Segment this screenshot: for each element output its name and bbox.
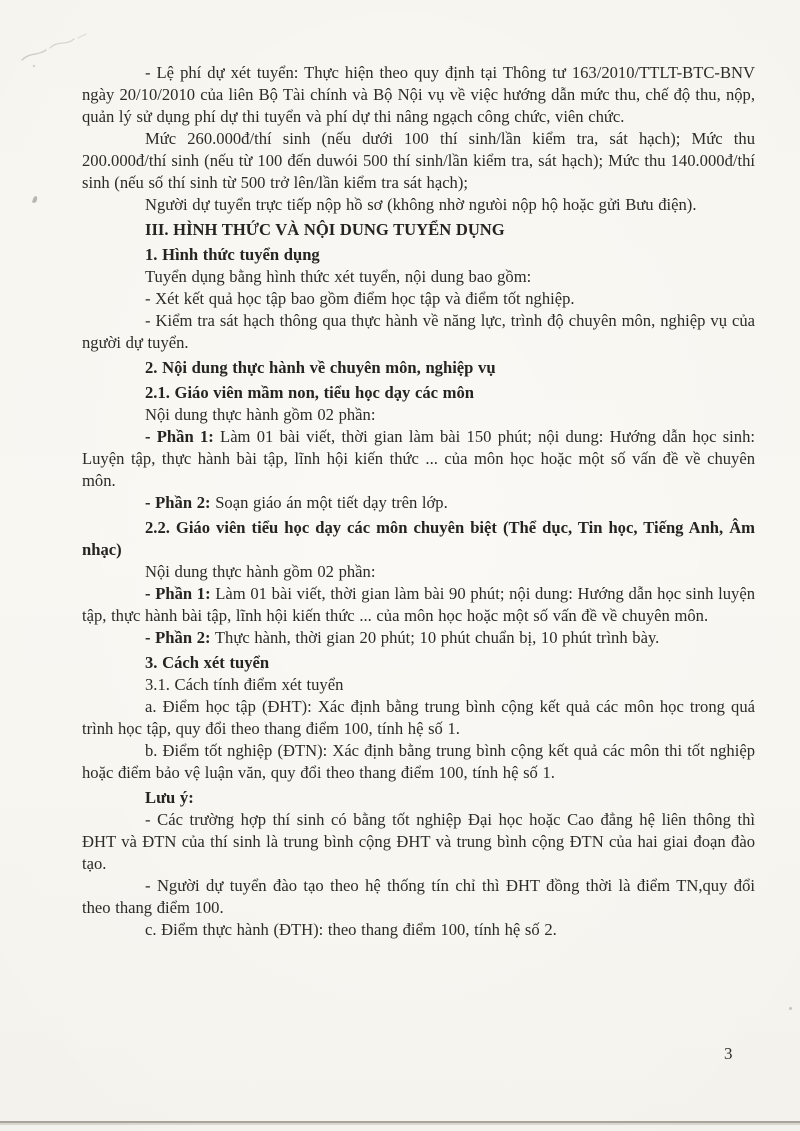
paragraph: - Phần 1: Làm 01 bài viết, thời gian làm bài 150 phút; nội dung: Hướng dẫn học sinh: Luyện tập, thực hành bài tập, lĩnh hội kiến thức ... của môn học hoặc một số vấn đề về chuyên môn. — [82, 427, 755, 490]
section-heading: 2.2. Giáo viên tiểu học dạy các môn chuyên biệt (Thể dục, Tin học, Tiếng Anh, Âm nhạc) — [82, 518, 755, 559]
paragraph: c. Điểm thực hành (ĐTH): theo thang điểm 100, tính hệ số 2. — [145, 920, 557, 939]
paragraph: - Các trường hợp thí sinh có bằng tốt nghiệp Đại học hoặc Cao đẳng hệ liên thông thì ĐHT và ĐTN của thí sinh là trung bình cộng ĐHT và trung bình cộng ĐTN của hai giai đoạn đào tạo. — [82, 810, 755, 873]
bold-lead: - Phần 2: — [145, 493, 211, 512]
paragraph: Nội dung thực hành gồm 02 phần: — [145, 562, 376, 581]
ink-speck — [789, 1007, 792, 1010]
paragraph: Nội dung thực hành gồm 02 phần: — [145, 405, 376, 424]
document-body — [82, 62, 755, 941]
paragraph: - Lệ phí dự xét tuyển: Thực hiện theo quy định tại Thông tư 163/2010/TTLT-BTC-BNV ngày 20/10/2010 của liên Bộ Tài chính và Bộ Nội vụ về việc hướng dẫn mức thu, chế độ thu, nộp, quản lý sử dụng phí dự thi tuyển và phí dự thi nâng ngạch công chức, viên chức. — [82, 63, 755, 126]
paragraph: - Xét kết quả học tập bao gồm điểm học tập và điểm tốt nghiệp. — [145, 289, 575, 308]
paragraph: - Phần 1: Làm 01 bài viết, thời gian làm bài 90 phút; nội dung: Hướng dẫn học sinh luyện tập, thực hành bài tập, lĩnh hội kiến thức ... của môn học hoặc một số vấn đề về chuyên môn. — [82, 584, 755, 625]
paragraph: Người dự tuyển trực tiếp nộp hồ sơ (không nhờ ngưòi nộp hộ hoặc gửi Bưu điện). — [145, 195, 697, 214]
bold-lead: - Phần 1: — [145, 584, 211, 603]
page-number: 3 — [724, 1044, 733, 1063]
paragraph: a. Điểm học tập (ĐHT): Xác định bằng trung bình cộng kết quả các môn học trong quá trình học tập, quy đổi theo thang điểm 100, tính hệ số 1. — [82, 697, 755, 738]
ink-speck — [32, 196, 38, 204]
section-heading: Lưu ý: — [145, 788, 194, 807]
paragraph: Mức 260.000đ/thí sinh (nếu dưới 100 thí sinh/lần kiểm tra, sát hạch); Mức thu 200.000đ/thí sinh (nếu từ 100 đến duwói 500 thí sinh/lần kiểm tra, sát hạch); Mức thu 140.000đ/thí sinh (nếu số thí sinh từ 500 trở lên/lần kiểm tra sát hạch); — [82, 129, 755, 192]
section-heading: 2. Nội dung thực hành về chuyên môn, nghiệp vụ — [145, 358, 496, 377]
bold-lead: - Phần 2: — [145, 628, 211, 647]
paragraph: - Phần 2: Thực hành, thời gian 20 phút; 10 phút chuẩn bị, 10 phút trình bày. — [145, 628, 660, 647]
paragraph: - Người dự tuyển đào tạo theo hệ thống tín chỉ thì ĐHT đồng thời là điểm TN,quy đổi theo thang điểm 100. — [82, 876, 755, 917]
paragraph: - Kiểm tra sát hạch thông qua thực hành về năng lực, trình độ chuyên môn, nghiệp vụ của người dự tuyển. — [82, 311, 755, 352]
section-heading: 1. Hình thức tuyển dụng — [145, 245, 320, 264]
paragraph: 3.1. Cách tính điểm xét tuyển — [145, 675, 344, 694]
section-heading: 3. Cách xét tuyển — [145, 653, 270, 672]
paragraph: b. Điểm tốt nghiệp (ĐTN): Xác định bằng trung bình cộng kết quả các môn thi tốt nghiệp hoặc điểm bảo vệ luận văn, quy đổi theo thang điểm 100, tính hệ số 1. — [82, 741, 755, 782]
paragraph: Tuyển dụng bằng hình thức xét tuyển, nội dung bao gồm: — [145, 267, 532, 286]
scan-edge-line — [0, 1121, 800, 1123]
bold-lead: - Phần 1: — [145, 427, 214, 446]
section-heading: III. HÌNH THỨC VÀ NỘI DUNG TUYỂN DỤNG — [145, 220, 505, 239]
paragraph: - Phần 2: Soạn giáo án một tiết dạy trên lớp. — [145, 493, 448, 512]
section-heading: 2.1. Giáo viên mầm non, tiểu học dạy các môn — [145, 383, 475, 402]
